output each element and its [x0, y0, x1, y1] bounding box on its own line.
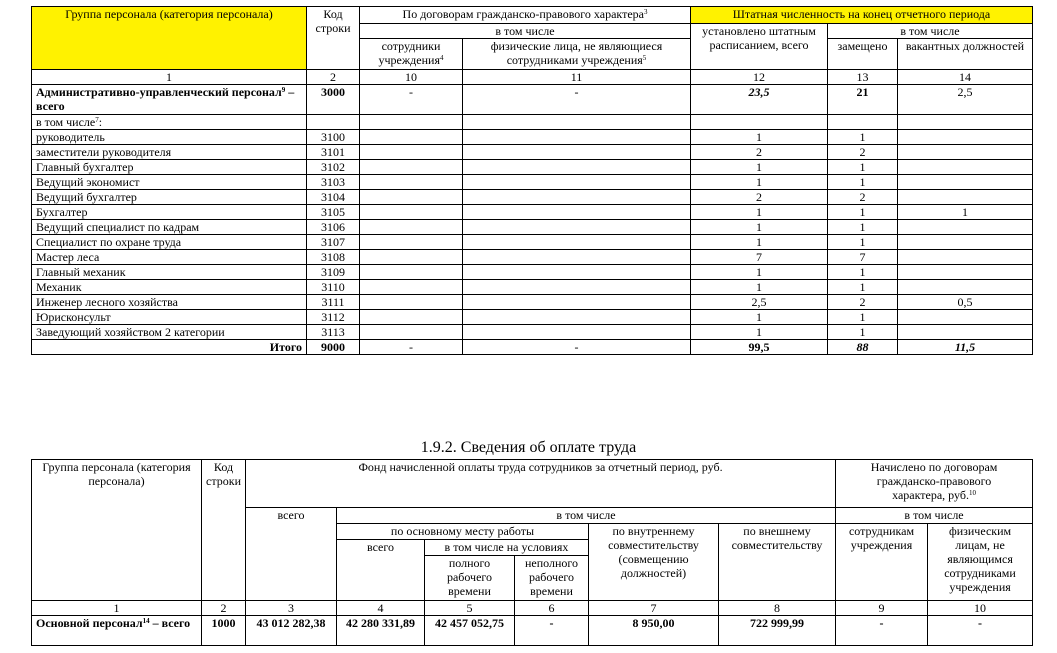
row-c14 [898, 190, 1033, 205]
row-c12: 2 [691, 145, 828, 160]
main-row-c6: - [515, 616, 589, 646]
row-c13: 7 [828, 250, 898, 265]
row-c14 [898, 280, 1033, 295]
row-name: Инженер лесного хозяйства [32, 295, 307, 310]
incl-row [32, 115, 1033, 130]
row-code: 3109 [307, 265, 360, 280]
row-c13: 1 [828, 310, 898, 325]
header-employees: сотрудники учреждения$^4$ [360, 39, 463, 70]
row-c13: 2 [828, 190, 898, 205]
row-name: Ведущий бухгалтер [32, 190, 307, 205]
row-c11 [463, 130, 691, 145]
row-c12: 1 [691, 265, 828, 280]
header-internal: по внутреннему совместительству (совмещению должностей) [589, 524, 719, 601]
row-c12: 1 [691, 160, 828, 175]
row-c11 [463, 280, 691, 295]
table-row [32, 295, 1033, 310]
row-c12: 1 [691, 130, 828, 145]
row-c12: 1 [691, 310, 828, 325]
row-code: 3101 [307, 145, 360, 160]
header-incl-conditions: в том числе на условиях [425, 540, 589, 556]
row-c12: 1 [691, 220, 828, 235]
row-c10 [360, 175, 463, 190]
main-row-c10: - [928, 616, 1033, 646]
row-name: руководитель [32, 130, 307, 145]
col-number: 7 [589, 601, 719, 616]
row-name: Юрисконсульт [32, 310, 307, 325]
row-code: 3108 [307, 250, 360, 265]
col-number: 1 [32, 601, 202, 616]
header-main-total: всего [337, 540, 425, 601]
table-row [32, 310, 1033, 325]
header-part-time: неполного рабочего времени [515, 556, 589, 601]
table-row [32, 235, 1033, 250]
header-contracts: Начислено по договорам гражданско-правового характера, руб.$^{10}$ [836, 460, 1033, 508]
row-c11 [463, 295, 691, 310]
row-c10 [360, 265, 463, 280]
staff-count-table [31, 6, 1033, 355]
row-code: 3107 [307, 235, 360, 250]
row-name: Ведущий экономист [32, 175, 307, 190]
header-incl: в том числе [337, 508, 836, 524]
header-main-place: по основному месту работы [337, 524, 589, 540]
total-row-c14: 11,5 [898, 340, 1033, 355]
col-number: 9 [836, 601, 928, 616]
col-number: 4 [337, 601, 425, 616]
header-code: Код строки [202, 460, 246, 601]
row-c10 [360, 235, 463, 250]
row-c13: 1 [828, 130, 898, 145]
row-c12: 2,5 [691, 295, 828, 310]
main-staff-row [32, 616, 1033, 646]
row-c13: 1 [828, 205, 898, 220]
admin-row-c11: - [463, 85, 691, 115]
row-name: Главный механик [32, 265, 307, 280]
main-row-name: Основной персонал$^{14}$ – всего [32, 616, 202, 646]
total-row-c10: - [360, 340, 463, 355]
row-c13: 1 [828, 235, 898, 250]
row-c11 [463, 160, 691, 175]
row-c14 [898, 175, 1033, 190]
row-c11 [463, 175, 691, 190]
row-code: 3103 [307, 175, 360, 190]
main-row-c4: 42 280 331,89 [337, 616, 425, 646]
main-row-c7: 8 950,00 [589, 616, 719, 646]
row-c11 [463, 325, 691, 340]
col-number: 3 [246, 601, 337, 616]
col-number: 13 [828, 70, 898, 85]
row-c10 [360, 145, 463, 160]
row-c10 [360, 130, 463, 145]
col-number: 11 [463, 70, 691, 85]
row-c10 [360, 220, 463, 235]
row-c14: 1 [898, 205, 1033, 220]
row-c14 [898, 265, 1033, 280]
row-c14 [898, 160, 1033, 175]
admin-row-c14: 2,5 [898, 85, 1033, 115]
admin-row-code: 3000 [307, 85, 360, 115]
row-c13: 1 [828, 220, 898, 235]
row-c13: 1 [828, 265, 898, 280]
row-c14 [898, 310, 1033, 325]
table-row [32, 265, 1033, 280]
header-vacant: вакантных должностей [898, 39, 1033, 70]
admin-row-name: Административно-управленческий персонал$^9$ – всего [32, 85, 307, 115]
row-code: 3104 [307, 190, 360, 205]
column-numbers-row [32, 70, 1033, 85]
row-c13: 1 [828, 280, 898, 295]
col-number: 14 [898, 70, 1033, 85]
header-staff-incl: в том числе [828, 24, 1033, 39]
row-c11 [463, 250, 691, 265]
row-c12: 1 [691, 235, 828, 250]
header-established: установлено штатным расписанием, всего [691, 24, 828, 70]
header-filled: замещено [828, 39, 898, 70]
row-name: Главный бухгалтер [32, 160, 307, 175]
row-code: 3113 [307, 325, 360, 340]
row-c10 [360, 250, 463, 265]
table-row [32, 250, 1033, 265]
col-number: 10 [360, 70, 463, 85]
header-group: Группа персонала (категория персонала) [32, 460, 202, 601]
col-number: 5 [425, 601, 515, 616]
header-contracts: По договорам гражданско-правового характера$^3$ [360, 7, 691, 24]
row-c12: 7 [691, 250, 828, 265]
total-row-name: Итого [32, 340, 307, 355]
row-c12: 1 [691, 325, 828, 340]
row-code: 3105 [307, 205, 360, 220]
row-c13: 2 [828, 145, 898, 160]
row-c14 [898, 220, 1033, 235]
admin-row-c12: 23,5 [691, 85, 828, 115]
row-c10 [360, 190, 463, 205]
column-numbers-row [32, 601, 1033, 616]
table-row [32, 175, 1033, 190]
header-external: по внешнему совместительству [719, 524, 836, 601]
row-name: заместители руководителя [32, 145, 307, 160]
row-code: 3111 [307, 295, 360, 310]
row-c13: 1 [828, 325, 898, 340]
table-row [32, 220, 1033, 235]
table-row [32, 325, 1033, 340]
row-c10 [360, 310, 463, 325]
row-c14 [898, 325, 1033, 340]
table-row [32, 130, 1033, 145]
row-c11 [463, 190, 691, 205]
col-number: 10 [928, 601, 1033, 616]
payroll-table [31, 459, 1033, 646]
main-row-c8: 722 999,99 [719, 616, 836, 646]
row-name: Специалист по охране труда [32, 235, 307, 250]
row-c14 [898, 250, 1033, 265]
row-c12: 1 [691, 280, 828, 295]
table-row [32, 145, 1033, 160]
row-code: 3102 [307, 160, 360, 175]
row-c10 [360, 160, 463, 175]
incl-label: в том числе$^7$: [32, 115, 307, 130]
section-title: 1.9.2. Сведения об оплате труда [420, 439, 637, 456]
col-number: 12 [691, 70, 828, 85]
row-c11 [463, 265, 691, 280]
row-code: 3106 [307, 220, 360, 235]
admin-row-c10: - [360, 85, 463, 115]
main-row-code: 1000 [202, 616, 246, 646]
row-c14 [898, 130, 1033, 145]
row-name: Мастер леса [32, 250, 307, 265]
total-row [32, 340, 1033, 355]
row-c14: 0,5 [898, 295, 1033, 310]
header-full-time: полного рабочего времени [425, 556, 515, 601]
row-code: 3100 [307, 130, 360, 145]
row-c11 [463, 205, 691, 220]
row-name: Бухгалтер [32, 205, 307, 220]
row-name: Заведующий хозяйством 2 категории [32, 325, 307, 340]
total-row-code: 9000 [307, 340, 360, 355]
row-code: 3112 [307, 310, 360, 325]
header-contracts-incl: в том числе [360, 24, 691, 39]
row-name: Механик [32, 280, 307, 295]
main-row-c5: 42 457 052,75 [425, 616, 515, 646]
main-row-c9: - [836, 616, 928, 646]
row-c13: 1 [828, 160, 898, 175]
header-individuals: физическим лицам, не являющимся сотрудниками учреждения [928, 524, 1033, 601]
row-c11 [463, 220, 691, 235]
row-c10 [360, 295, 463, 310]
row-code: 3110 [307, 280, 360, 295]
row-c11 [463, 235, 691, 250]
main-row-c3: 43 012 282,38 [246, 616, 337, 646]
table-row [32, 280, 1033, 295]
row-c10 [360, 280, 463, 295]
total-row-c13: 88 [828, 340, 898, 355]
row-c11 [463, 145, 691, 160]
header-individuals: физические лица, не являющиеся сотрудниками учреждения$^5$ [463, 39, 691, 70]
row-c14 [898, 235, 1033, 250]
row-c10 [360, 205, 463, 220]
col-number: 2 [307, 70, 360, 85]
total-row-c11: - [463, 340, 691, 355]
row-c13: 2 [828, 295, 898, 310]
table-row [32, 160, 1033, 175]
col-number: 8 [719, 601, 836, 616]
admin-row-c13: 21 [828, 85, 898, 115]
header-fund: Фонд начисленной оплаты труда сотрудников за отчетный период, руб. [246, 460, 836, 508]
row-name: Ведущий специалист по кадрам [32, 220, 307, 235]
row-c14 [898, 145, 1033, 160]
header-staff: Штатная численность на конец отчетного периода [691, 7, 1033, 24]
header-group: Группа персонала (категория персонала) [32, 7, 307, 70]
row-c12: 2 [691, 190, 828, 205]
row-c10 [360, 325, 463, 340]
col-number: 2 [202, 601, 246, 616]
header-total: всего [246, 508, 337, 601]
table-row [32, 205, 1033, 220]
row-c11 [463, 310, 691, 325]
col-number: 1 [32, 70, 307, 85]
total-row-c12: 99,5 [691, 340, 828, 355]
header-contracts-incl: в том числе [836, 508, 1033, 524]
header-code: Код строки [307, 7, 360, 70]
table-row [32, 190, 1033, 205]
header-employees: сотрудникам учреждения [836, 524, 928, 601]
row-c13: 1 [828, 175, 898, 190]
row-c12: 1 [691, 175, 828, 190]
row-c12: 1 [691, 205, 828, 220]
admin-row [32, 85, 1033, 115]
col-number: 6 [515, 601, 589, 616]
